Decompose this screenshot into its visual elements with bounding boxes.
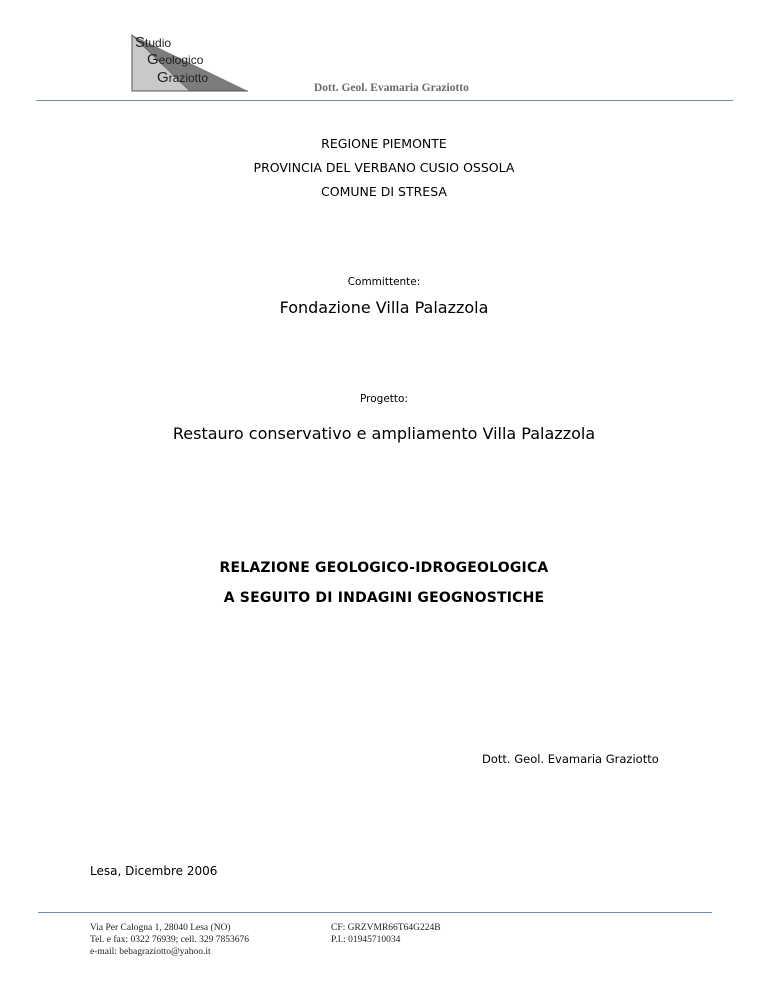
project-name: Restauro conservativo e ampliamento Villa Palazzola: [172, 424, 596, 443]
studio-logo: [130, 33, 270, 93]
author-signature: Dott. Geol. Evamaria Graziotto: [482, 752, 659, 766]
header-author-name: Dott. Geol. Evamaria Graziotto: [314, 82, 469, 94]
region-line: REGIONE PIEMONTE: [321, 136, 447, 151]
footer-contact-block: [90, 922, 249, 958]
report-title-line2: A SEGUITO DI INDAGINI GEOGNOSTICHE: [223, 590, 545, 606]
report-title-line1: RELAZIONE GEOLOGICO-IDROGEOLOGICA: [219, 560, 549, 576]
client-label: Committente:: [347, 276, 421, 288]
municipality-line: COMUNE DI STRESA: [321, 184, 447, 199]
header-divider: [36, 100, 733, 101]
province-line: PROVINCIA DEL VERBANO CUSIO OSSOLA: [253, 160, 515, 175]
place-date: Lesa, Dicembre 2006: [90, 864, 218, 878]
footer-pi: P.I.: 01945710034: [331, 935, 401, 945]
footer-address: Via Per Calogna 1, 28040 Lesa (NO): [90, 923, 231, 933]
footer-cf: CF: GRZVMR66T64G224B: [331, 923, 441, 933]
logo-line-graziotto: Graziotto: [157, 69, 209, 86]
footer-email: e-mail: bebagraziotto@yahoo.it: [90, 947, 211, 957]
client-name: Fondazione Villa Palazzola: [279, 298, 489, 317]
footer-divider: [38, 912, 712, 913]
logo-line-studio: Studio: [135, 34, 172, 51]
footer-phone: Tel. e fax: 0322 76939; cell. 329 7853676: [90, 935, 249, 945]
logo-line-geologico: Geologico: [147, 51, 204, 68]
footer-tax-block: [331, 922, 441, 946]
project-label: Progetto:: [360, 393, 408, 405]
